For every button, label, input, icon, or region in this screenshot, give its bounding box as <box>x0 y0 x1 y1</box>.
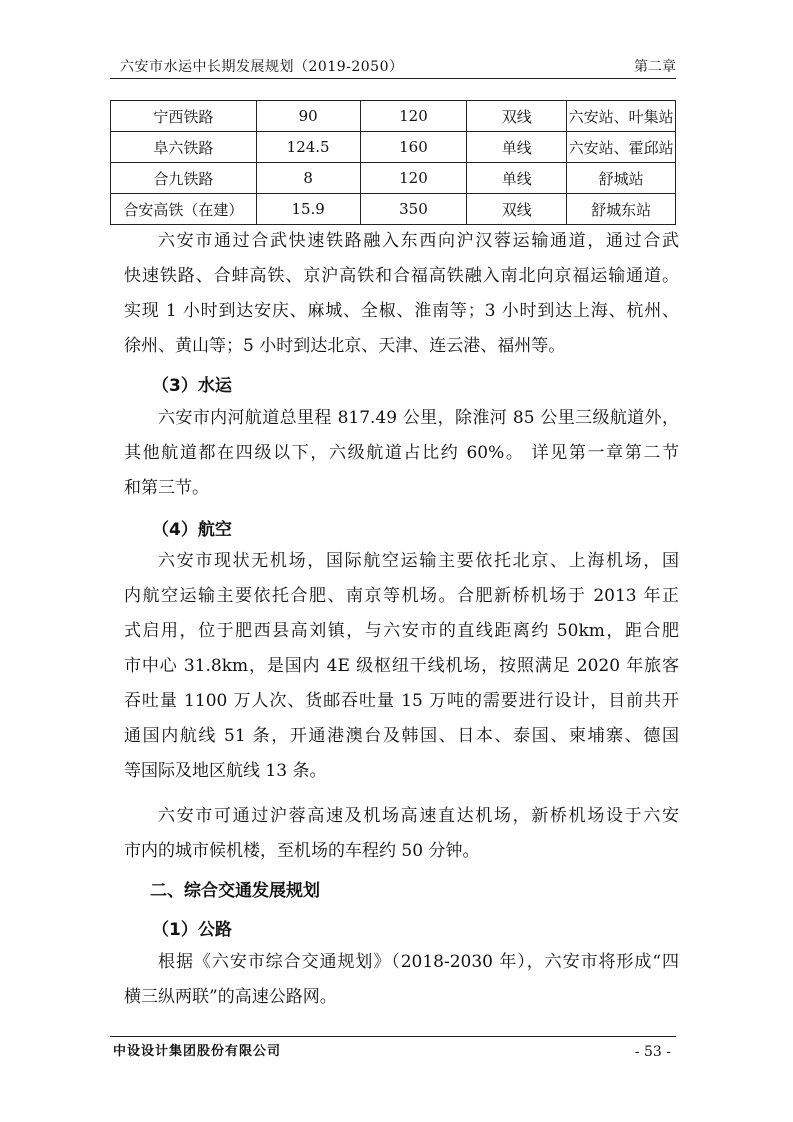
table-cell: 120 <box>360 101 467 132</box>
table-cell: 合九铁路 <box>111 163 257 194</box>
text-line: 内航空运输主要依托合肥、南京等机场。合肥新桥机场于 2013 年正 <box>124 586 679 606</box>
text-line: 根据《六安市综合交通规划》（2018-2030 年），六安市将形成“四 <box>158 952 679 972</box>
header-title: 六安市水运中长期发展规划（2019-2050） <box>120 59 404 75</box>
table-cell: 舒城站 <box>567 163 676 194</box>
text-line: 实现 1 小时到达安庆、麻城、全椒、淮南等；3 小时到达上海、杭州、 <box>124 301 679 321</box>
table-cell: 双线 <box>467 101 567 132</box>
heading-waterway: （3）水运 <box>152 376 232 396</box>
footer-page-number: - 53 - <box>634 1044 671 1060</box>
text-line: 快速铁路、合蚌高铁、京沪高铁和合福高铁融入南北向京福运输通道。 <box>124 266 679 286</box>
paragraph-road <box>124 945 679 1015</box>
table-cell: 124.5 <box>256 132 360 163</box>
text-line: 式启用，位于肥西县高刘镇，与六安市的直线距离约 50km，距合肥 <box>124 621 679 641</box>
table-cell: 六安站、霍邱站 <box>567 132 676 163</box>
table-cell: 宁西铁路 <box>111 101 257 132</box>
text-line: 通国内航线 51 条，开通港澳台及韩国、日本、泰国、柬埔寨、德国 <box>124 726 679 746</box>
text-line: 市内的城市候机楼，至机场的车程约 50 分钟。 <box>124 841 480 861</box>
table-cell: 单线 <box>467 163 567 194</box>
text-line: 六安市现状无机场，国际航空运输主要依托北京、上海机场，国 <box>158 551 679 571</box>
text-line: 六安市内河航道总里程 817.49 公里，除淮河 85 公里三级航道外， <box>158 408 679 428</box>
table-cell: 15.9 <box>256 194 360 225</box>
railway-table <box>110 100 676 225</box>
page-header <box>110 54 676 79</box>
table-cell: 160 <box>360 132 467 163</box>
table-row <box>111 194 676 225</box>
paragraph-waterway <box>124 401 679 506</box>
text-line: 吞吐量 1100 万人次、货邮吞吐量 15 万吨的需要进行设计，目前共开 <box>124 691 679 711</box>
text-line: 横三纵两联”的高速公路网。 <box>124 987 337 1007</box>
header-chapter: 第二章 <box>634 59 676 75</box>
heading-road: （1）公路 <box>152 920 232 940</box>
table-cell: 120 <box>360 163 467 194</box>
paragraph-airport-access <box>124 799 679 869</box>
table-cell: 阜六铁路 <box>111 132 257 163</box>
table-cell: 8 <box>256 163 360 194</box>
table-cell: 双线 <box>467 194 567 225</box>
heading-section-2: 二、综合交通发展规划 <box>150 881 320 901</box>
table-cell: 单线 <box>467 132 567 163</box>
table-cell: 350 <box>360 194 467 225</box>
table-cell: 合安高铁（在建） <box>111 194 257 225</box>
table-cell: 舒城东站 <box>567 194 676 225</box>
table-cell: 90 <box>256 101 360 132</box>
heading-aviation: （4）航空 <box>152 520 232 540</box>
text-line: 六安市可通过沪蓉高速及机场高速直达机场，新桥机场设于六安 <box>158 806 679 826</box>
paragraph-rail-summary <box>124 224 679 364</box>
text-line: 徐州、黄山等；5 小时到达北京、天津、连云港、福州等。 <box>124 336 566 356</box>
footer-rule <box>110 1036 676 1037</box>
footer-company: 中设设计集团股份有限公司 <box>113 1044 282 1059</box>
text-line: 市中心 31.8km，是国内 4E 级枢纽干线机场，按照满足 2020 年旅客 <box>124 656 679 676</box>
text-line: 和第三节。 <box>124 478 209 498</box>
table-row <box>111 101 676 132</box>
text-line: 其他航道都在四级以下，六级航道占比约 60%。 详见第一章第二节 <box>124 443 679 463</box>
paragraph-aviation <box>124 544 679 789</box>
table-row <box>111 132 676 163</box>
text-line: 等国际及地区航线 13 条。 <box>124 761 327 781</box>
table-cell: 六安站、叶集站 <box>567 101 676 132</box>
table-row <box>111 163 676 194</box>
text-line: 六安市通过合武快速铁路融入东西向沪汉蓉运输通道，通过合武 <box>158 231 679 251</box>
